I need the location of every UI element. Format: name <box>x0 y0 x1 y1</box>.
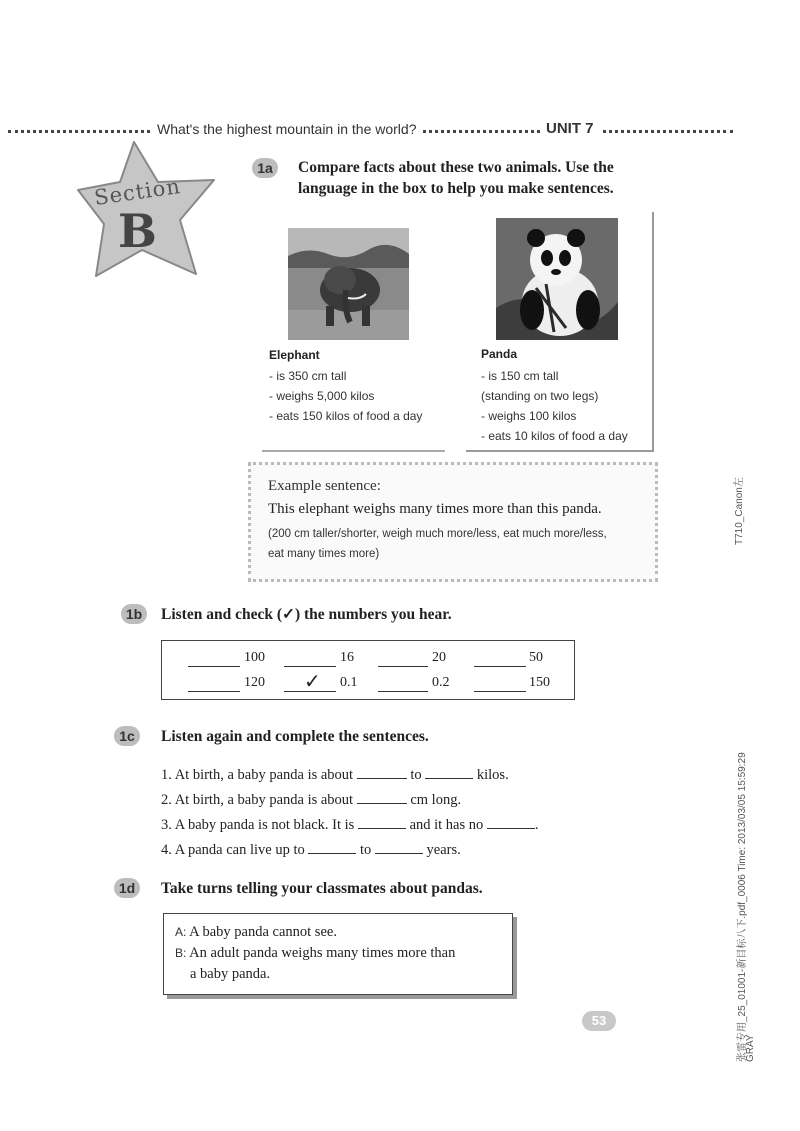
sentence-text: 2. At birth, a baby panda is about <box>161 792 354 808</box>
checkmark-icon: ✓ <box>304 669 321 693</box>
page-number: 53 <box>591 1013 607 1028</box>
ex-1a-instruction-line1: Compare facts about these two animals. Use the <box>298 159 614 176</box>
elephant-fact: - eats 150 kilos of food a day <box>269 409 423 423</box>
check-blank[interactable] <box>188 652 240 667</box>
dialog-text: An adult panda weighs many times more than <box>189 945 456 961</box>
elephant-name: Elephant <box>269 348 320 362</box>
exercise-number-1a: 1a <box>252 158 278 178</box>
exercise-number-1d: 1d <box>114 878 140 898</box>
sentence-text: to <box>410 767 422 783</box>
number-option: 0.2 <box>432 675 450 690</box>
number-option: 150 <box>529 675 550 690</box>
section-letter: B <box>118 204 157 258</box>
sentence-text: years. <box>426 842 461 858</box>
sentence-text: 4. A panda can live up to <box>161 842 305 858</box>
scanner-note: T710_Canon左 <box>734 477 745 545</box>
example-hints <box>268 524 648 564</box>
sentence-text: to <box>360 842 372 858</box>
number-option: 16 <box>340 650 354 665</box>
scanner-note: GRAY <box>745 1034 756 1062</box>
answer-blank[interactable] <box>358 814 406 829</box>
sentence-1 <box>161 764 509 784</box>
exercise-number-1c: 1c <box>114 726 140 746</box>
check-blank[interactable] <box>378 677 428 692</box>
sentence-text: cm long. <box>410 792 462 808</box>
ex-1a-instruction-line2: language in the box to help you make sentences. <box>298 180 614 197</box>
ex-1c-instruction: Listen again and complete the sentences. <box>161 728 429 745</box>
number-option: 50 <box>529 650 543 665</box>
elephant-facts <box>269 366 422 426</box>
dialog-line-a <box>175 922 337 943</box>
speaker-label: A: <box>175 925 187 939</box>
example-hint-line: (200 cm taller/shorter, weigh much more/less, eat much more/less, <box>268 528 607 540</box>
check-blank[interactable] <box>474 677 526 692</box>
ex-1a-instruction <box>298 157 614 199</box>
example-title: Example sentence: <box>268 478 381 494</box>
elephant-photo <box>288 228 409 340</box>
ex-1b-instruction: Listen and check (✓) the numbers you hear. <box>161 606 452 623</box>
answer-blank[interactable] <box>375 839 423 854</box>
answer-blank[interactable] <box>308 839 356 854</box>
lesson-title: What's the highest mountain in the world? <box>153 121 421 137</box>
check-blank[interactable] <box>188 677 240 692</box>
dialog-text: A baby panda cannot see. <box>189 924 337 940</box>
panda-facts <box>481 366 628 446</box>
panda-fact: - eats 10 kilos of food a day <box>481 429 628 443</box>
speaker-label: B: <box>175 946 187 960</box>
check-blank[interactable] <box>378 652 428 667</box>
section-word: Section <box>92 174 183 210</box>
panda-name: Panda <box>481 347 518 361</box>
panda-fact: - weighs 100 kilos <box>481 409 577 423</box>
ex-1d-instruction: Take turns telling your classmates about pandas. <box>161 880 483 897</box>
sentence-4 <box>161 839 461 859</box>
number-option: 0.1 <box>340 675 358 690</box>
example-hint-line: eat many times more) <box>268 548 380 560</box>
answer-blank[interactable] <box>487 814 535 829</box>
sentence-text: kilos. <box>476 767 509 783</box>
elephant-fact: - weighs 5,000 kilos <box>269 389 375 403</box>
scanner-note: 张雷专用_25_01001-新目标八下.pdf_0006 Time: 2013/03/05 15:59:29 <box>737 752 748 1062</box>
dialog-line-b <box>175 943 455 964</box>
example-sentence: This elephant weighs many times more than this panda. <box>268 501 602 517</box>
answer-blank[interactable] <box>357 764 407 779</box>
dialog-line-b-cont: a baby panda. <box>190 966 271 982</box>
answer-blank[interactable] <box>357 789 407 804</box>
sentence-text: 1. At birth, a baby panda is about <box>161 767 354 783</box>
panda-fact: (standing on two legs) <box>481 389 599 403</box>
number-option: 100 <box>244 650 265 665</box>
answer-blank[interactable] <box>425 764 473 779</box>
sentence-text: and it has no <box>409 817 484 833</box>
elephant-card-rule <box>262 450 445 452</box>
number-option: 120 <box>244 675 265 690</box>
check-blank[interactable] <box>474 652 526 667</box>
panda-fact: - is 150 cm tall <box>481 369 559 383</box>
unit-label: UNIT 7 <box>540 120 600 137</box>
number-option: 20 <box>432 650 446 665</box>
sentence-text: . <box>534 817 539 833</box>
sentence-3 <box>161 814 539 834</box>
check-blank[interactable] <box>284 652 336 667</box>
sentence-2 <box>161 789 461 809</box>
sentence-text: 3. A baby panda is not black. It is <box>161 817 355 833</box>
panda-photo <box>496 218 618 340</box>
elephant-fact: - is 350 cm tall <box>269 369 347 383</box>
exercise-number-1b: 1b <box>121 604 147 624</box>
